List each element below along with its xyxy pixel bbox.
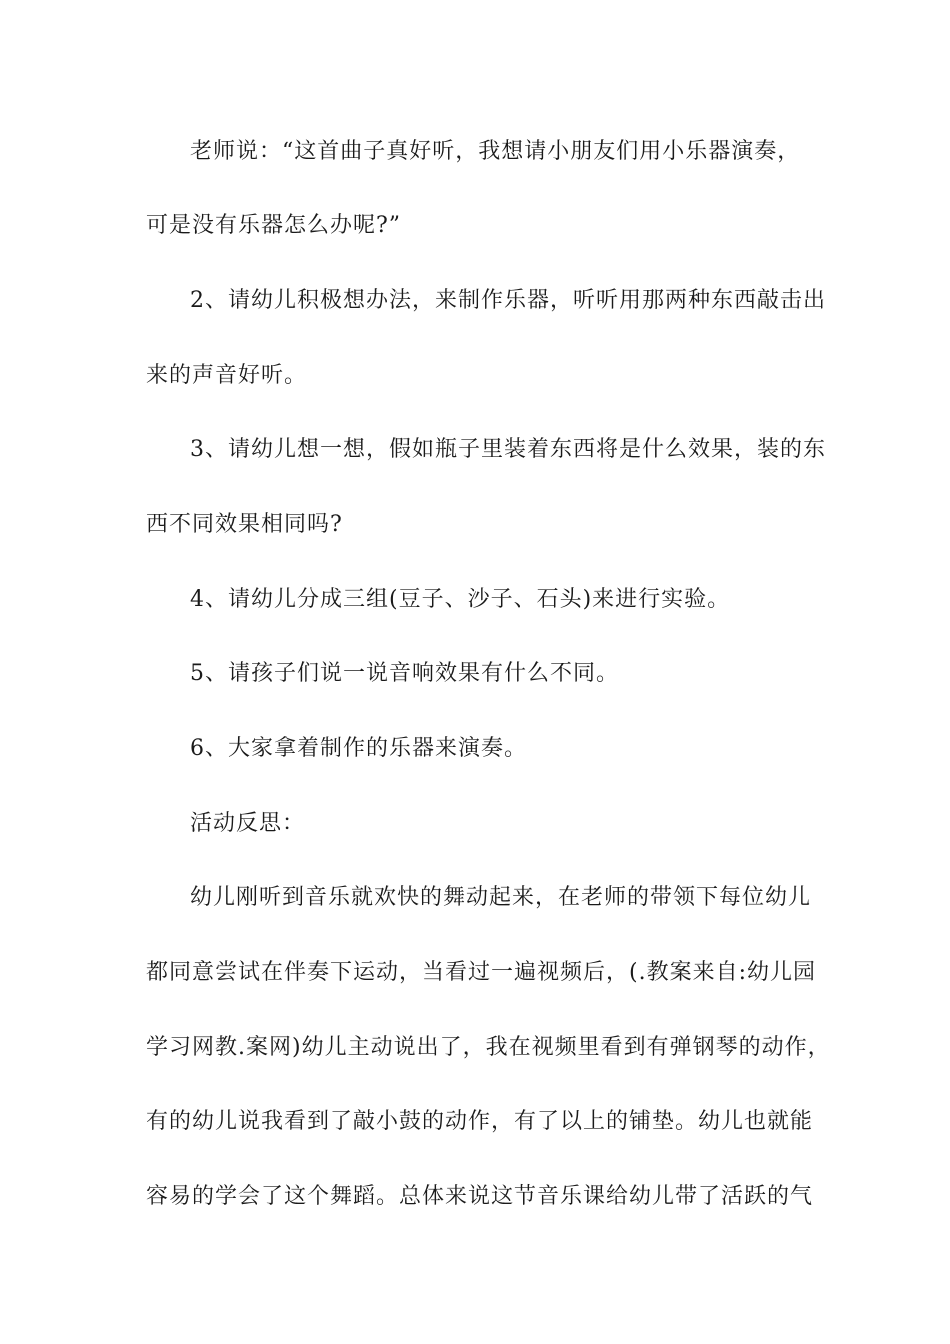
reflection-line-1: 幼儿刚听到音乐就欢快的舞动起来，在老师的带领下每位幼儿: [190, 885, 812, 910]
paragraph-teacher-says-line-2: 可是没有乐器怎么办呢?”: [146, 213, 402, 238]
section-heading-reflection: 活动反思：: [190, 811, 306, 836]
reflection-line-2: 都同意尝试在伴奏下运动，当看过一遍视频后，(.教案来自:幼儿园: [146, 960, 816, 985]
step-3-line-2: 西不同效果相同吗?: [146, 512, 343, 537]
step-2-line-2: 来的声音好听。: [146, 363, 308, 388]
reflection-line-3: 学习网教.案网)幼儿主动说出了，我在视频里看到有弹钢琴的动作，: [146, 1035, 831, 1060]
paragraph-teacher-says-line-1: 老师说：“这首曲子真好听，我想请小朋友们用小乐器演奏，: [190, 139, 801, 164]
step-4: 4、请幼儿分成三组(豆子、沙子、石头)来进行实验。: [190, 587, 731, 612]
step-3-line-1: 3、请幼儿想一想，假如瓶子里装着东西将是什么效果，装的东: [190, 437, 826, 462]
reflection-line-5: 容易的学会了这个舞蹈。总体来说这节音乐课给幼儿带了活跃的气: [146, 1184, 814, 1209]
reflection-line-4: 有的幼儿说我看到了敲小鼓的动作，有了以上的铺垫。幼儿也就能: [146, 1109, 814, 1134]
step-6: 6、大家拿着制作的乐器来演奏。: [190, 736, 527, 761]
step-5: 5、请孩子们说一说音响效果有什么不同。: [190, 661, 619, 686]
step-2-line-1: 2、请幼儿积极想办法，来制作乐器，听听用那两种东西敲击出: [190, 288, 826, 313]
